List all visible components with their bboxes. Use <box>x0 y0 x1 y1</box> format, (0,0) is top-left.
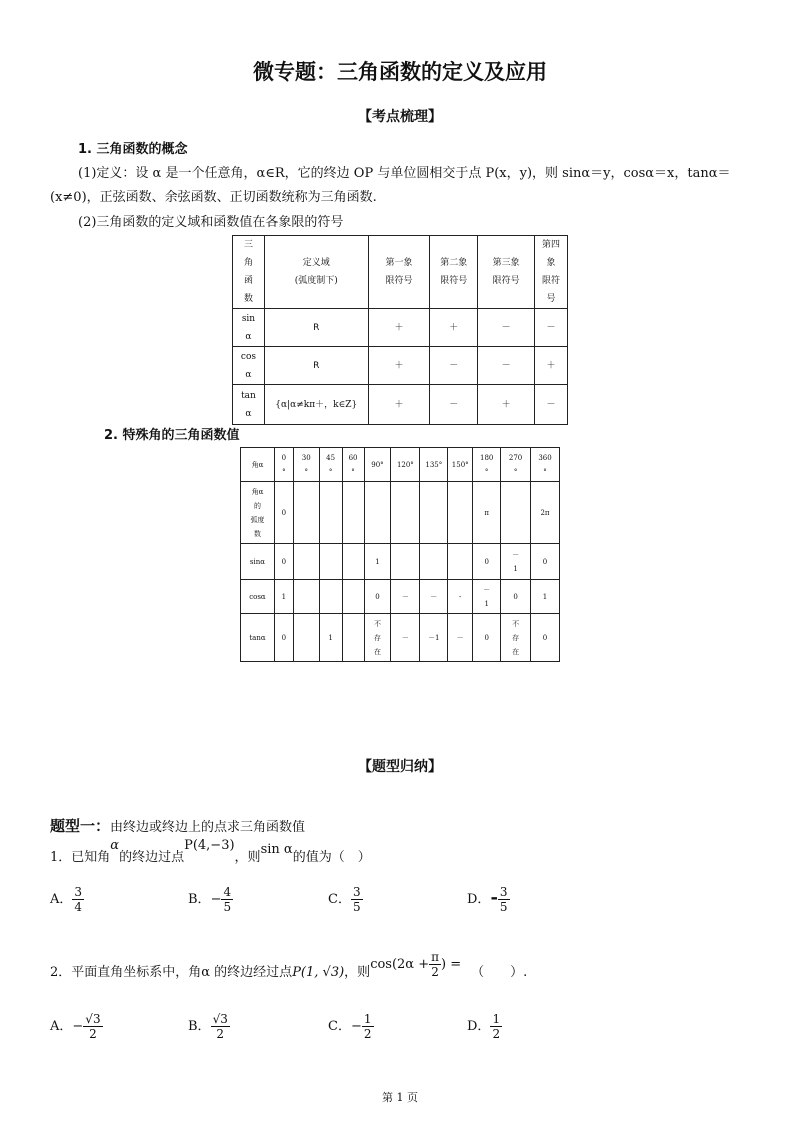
question-1-text: 1．已知角 <box>50 850 111 865</box>
table-cell: － <box>420 580 448 614</box>
table-cell: － <box>535 385 568 425</box>
table-cell <box>319 544 342 580</box>
table-cell: sinα <box>241 544 275 580</box>
fraction-denominator: 5 <box>499 900 508 914</box>
q2-option-b[interactable] <box>188 1012 230 1041</box>
table-cell: 0 <box>274 544 293 580</box>
cos-formula <box>370 950 462 979</box>
cos-formula-part: ) = <box>441 957 462 972</box>
fraction-numerator: 3 <box>352 885 361 899</box>
table-cell: ＋ <box>478 385 535 425</box>
point-formula: P(4,−3) <box>184 838 235 853</box>
option-fraction <box>362 1012 374 1041</box>
table-cell: ＋ <box>535 347 568 385</box>
table-cell: 1 <box>531 580 560 614</box>
table-cell <box>420 544 448 580</box>
table-cell: tanα <box>241 614 275 662</box>
table-cell: 1 <box>319 614 342 662</box>
definition-line-2: (x≠0)，正弦函数、余弦函数、正切函数统称为三角函数. <box>50 190 377 205</box>
sign-table-header-row <box>233 236 568 309</box>
q2-option-c[interactable] <box>328 1012 374 1041</box>
option-label: C． <box>328 1019 351 1034</box>
sign-table-caption: (2)三角函数的定义域和函数值在各象限的符号 <box>78 215 344 230</box>
table-cell: 0 <box>274 614 293 662</box>
option-label: D． <box>467 892 491 907</box>
table-cell: 135° <box>420 448 448 482</box>
sign-table-header-cell: 定义域 (弧度制下) <box>264 236 368 309</box>
table-cell <box>342 482 364 544</box>
table-cell <box>448 544 473 580</box>
table-row <box>241 580 560 614</box>
table-cell: － <box>535 309 568 347</box>
table-cell: 不 存 在 <box>364 614 391 662</box>
question-type-description: 由终边或终边上的点求三角函数值 <box>110 820 306 835</box>
table-cell <box>319 580 342 614</box>
table-cell: cos α <box>233 347 265 385</box>
option-label: A． <box>50 1019 73 1034</box>
table-cell <box>293 580 319 614</box>
section-heading-review: 【考点梳理】 <box>358 109 442 125</box>
table-cell: ＋ <box>368 385 430 425</box>
option-label: A． <box>50 892 73 907</box>
sin-formula: sin α <box>260 842 293 857</box>
table-cell: 45 ° <box>319 448 342 482</box>
table-cell: － 1 <box>501 544 531 580</box>
table-cell: 0 <box>473 544 501 580</box>
table-cell: - <box>448 580 473 614</box>
question-1-stem <box>50 838 371 865</box>
table-cell: cosα <box>241 580 275 614</box>
table-cell: － <box>391 580 420 614</box>
question-2-text: ，则 <box>344 965 371 980</box>
table-cell: ＋ <box>368 309 430 347</box>
table-cell: ＋ <box>368 347 430 385</box>
table-row <box>233 385 568 425</box>
table-cell: 1 <box>274 580 293 614</box>
option-fraction <box>83 1012 102 1041</box>
fraction-denominator: 2 <box>431 965 439 979</box>
option-fraction <box>490 1012 502 1041</box>
page-title: 微专题：三角函数的定义及应用 <box>253 60 547 84</box>
table-cell: － <box>430 385 478 425</box>
sign-table <box>232 235 568 425</box>
option-fraction <box>498 885 510 914</box>
table-row <box>233 309 568 347</box>
sign-table-header-cell: 三 角 函 数 <box>233 236 265 309</box>
question-1-text: 的终边过点 <box>119 850 185 865</box>
special-angles-heading: 2. 特殊角的三角函数值 <box>104 428 240 443</box>
q2-option-a[interactable] <box>50 1012 103 1041</box>
option-sign: - <box>490 887 498 908</box>
table-cell: 90° <box>364 448 391 482</box>
table-row <box>241 448 560 482</box>
table-cell: 0 ° <box>274 448 293 482</box>
table-cell: tan α <box>233 385 265 425</box>
cos-formula-part: cos(2α + <box>370 957 430 972</box>
sign-table-header-cell: 第四 象 限符 号 <box>535 236 568 309</box>
option-fraction <box>221 885 233 914</box>
table-cell: － <box>478 347 535 385</box>
table-cell: R <box>264 347 368 385</box>
table-cell <box>293 482 319 544</box>
fraction-denominator: 2 <box>363 1027 372 1041</box>
question-2-stem <box>50 950 528 987</box>
question-2-text: 2．平面直角坐标系中，角α 的终边经过点 <box>50 965 293 980</box>
option-fraction <box>351 885 363 914</box>
fraction-numerator: 3 <box>74 885 83 899</box>
table-cell: 0 <box>531 614 560 662</box>
alpha-symbol: α <box>110 838 120 853</box>
question-1-text: ，则 <box>234 850 261 865</box>
table-cell <box>391 482 420 544</box>
table-cell <box>293 614 319 662</box>
option-label: C． <box>328 892 351 907</box>
table-cell: R <box>264 309 368 347</box>
table-cell <box>293 544 319 580</box>
fraction-numerator: √3 <box>212 1012 228 1026</box>
table-cell: － <box>448 614 473 662</box>
fraction-denominator: 4 <box>74 900 83 914</box>
table-cell: － <box>478 309 535 347</box>
table-cell <box>448 482 473 544</box>
table-cell: 角α <box>241 448 275 482</box>
option-sign: − <box>350 1019 362 1034</box>
table-row <box>241 482 560 544</box>
table-row <box>241 544 560 580</box>
point-formula: P(1, √3) <box>292 965 345 980</box>
fraction-denominator: 2 <box>216 1027 225 1041</box>
option-label: B． <box>188 892 211 907</box>
q1-option-c[interactable] <box>328 885 363 914</box>
table-cell: 30 ° <box>293 448 319 482</box>
special-angles-table <box>240 447 560 662</box>
table-cell <box>391 544 420 580</box>
table-cell: 角α 的 弧度 数 <box>241 482 275 544</box>
concept-heading: 1. 三角函数的概念 <box>78 142 188 157</box>
table-cell: 180 ° <box>473 448 501 482</box>
table-cell <box>420 482 448 544</box>
sign-table-header-cell: 第二象 限符号 <box>430 236 478 309</box>
option-fraction <box>72 885 84 914</box>
page-number: 第 1 页 <box>382 1091 418 1104</box>
fraction-numerator: π <box>431 950 440 964</box>
definition-line-1: (1)定义：设 α 是一个任意角，α∈R，它的终边 OP 与单位圆相交于点 P(x，y)，则 sinα＝y，cosα＝x，tanα＝ <box>78 166 731 181</box>
table-cell: 0 <box>473 614 501 662</box>
table-cell: － <box>430 347 478 385</box>
section-heading-types: 【题型归纳】 <box>358 759 442 775</box>
fraction-denominator: 2 <box>492 1027 501 1041</box>
table-cell: ＋ <box>430 309 478 347</box>
table-cell: 60 ° <box>342 448 364 482</box>
sign-table-header-cell: 第一象 限符号 <box>368 236 430 309</box>
table-cell: 360 ° <box>531 448 560 482</box>
table-cell: 0 <box>501 580 531 614</box>
fraction-numerator: 4 <box>223 885 232 899</box>
option-fraction <box>211 1012 230 1041</box>
sign-table-header-cell: 第三象 限符号 <box>478 236 535 309</box>
table-cell <box>342 580 364 614</box>
option-label: B． <box>188 1019 211 1034</box>
table-cell: － <box>391 614 420 662</box>
table-cell: 2π <box>531 482 560 544</box>
fraction-denominator: 2 <box>89 1027 97 1041</box>
table-cell: π <box>473 482 501 544</box>
fraction-denominator: 5 <box>352 900 361 914</box>
fraction-numerator: 1 <box>492 1012 501 1026</box>
table-cell: 不 存 在 <box>501 614 531 662</box>
table-cell: －1 <box>420 614 448 662</box>
table-cell <box>342 544 364 580</box>
q1-option-d[interactable] <box>467 885 510 914</box>
table-cell: 150° <box>448 448 473 482</box>
q1-option-b[interactable] <box>188 885 233 914</box>
q2-option-d[interactable] <box>467 1012 502 1041</box>
table-cell <box>364 482 391 544</box>
table-cell: 0 <box>364 580 391 614</box>
fraction-numerator: 1 <box>363 1012 372 1026</box>
question-type-heading <box>50 815 305 836</box>
question-1-text: 的值为（ ） <box>292 850 371 865</box>
fraction-numerator: √3 <box>85 1012 101 1026</box>
table-cell: 120° <box>391 448 420 482</box>
question-2-text: （ ）. <box>471 965 528 980</box>
table-row <box>233 347 568 385</box>
table-cell: 0 <box>274 482 293 544</box>
table-cell: 270 ° <box>501 448 531 482</box>
table-cell: 1 <box>364 544 391 580</box>
pi-over-two <box>429 950 441 979</box>
table-cell: sin α <box>233 309 265 347</box>
table-cell <box>342 614 364 662</box>
table-cell: 0 <box>531 544 560 580</box>
question-type-label: 题型一： <box>50 817 111 835</box>
table-cell: {α|α≠kπ＋，k∈Z} <box>264 385 368 425</box>
fraction-denominator: 5 <box>223 900 232 914</box>
q1-option-a[interactable] <box>50 885 84 914</box>
table-cell <box>501 482 531 544</box>
option-label: D． <box>467 1019 491 1034</box>
table-row <box>241 614 560 662</box>
fraction-numerator: 3 <box>499 885 508 899</box>
table-cell: － 1 <box>473 580 501 614</box>
option-sign: − <box>210 892 222 907</box>
option-sign: − <box>72 1019 84 1034</box>
table-cell <box>319 482 342 544</box>
